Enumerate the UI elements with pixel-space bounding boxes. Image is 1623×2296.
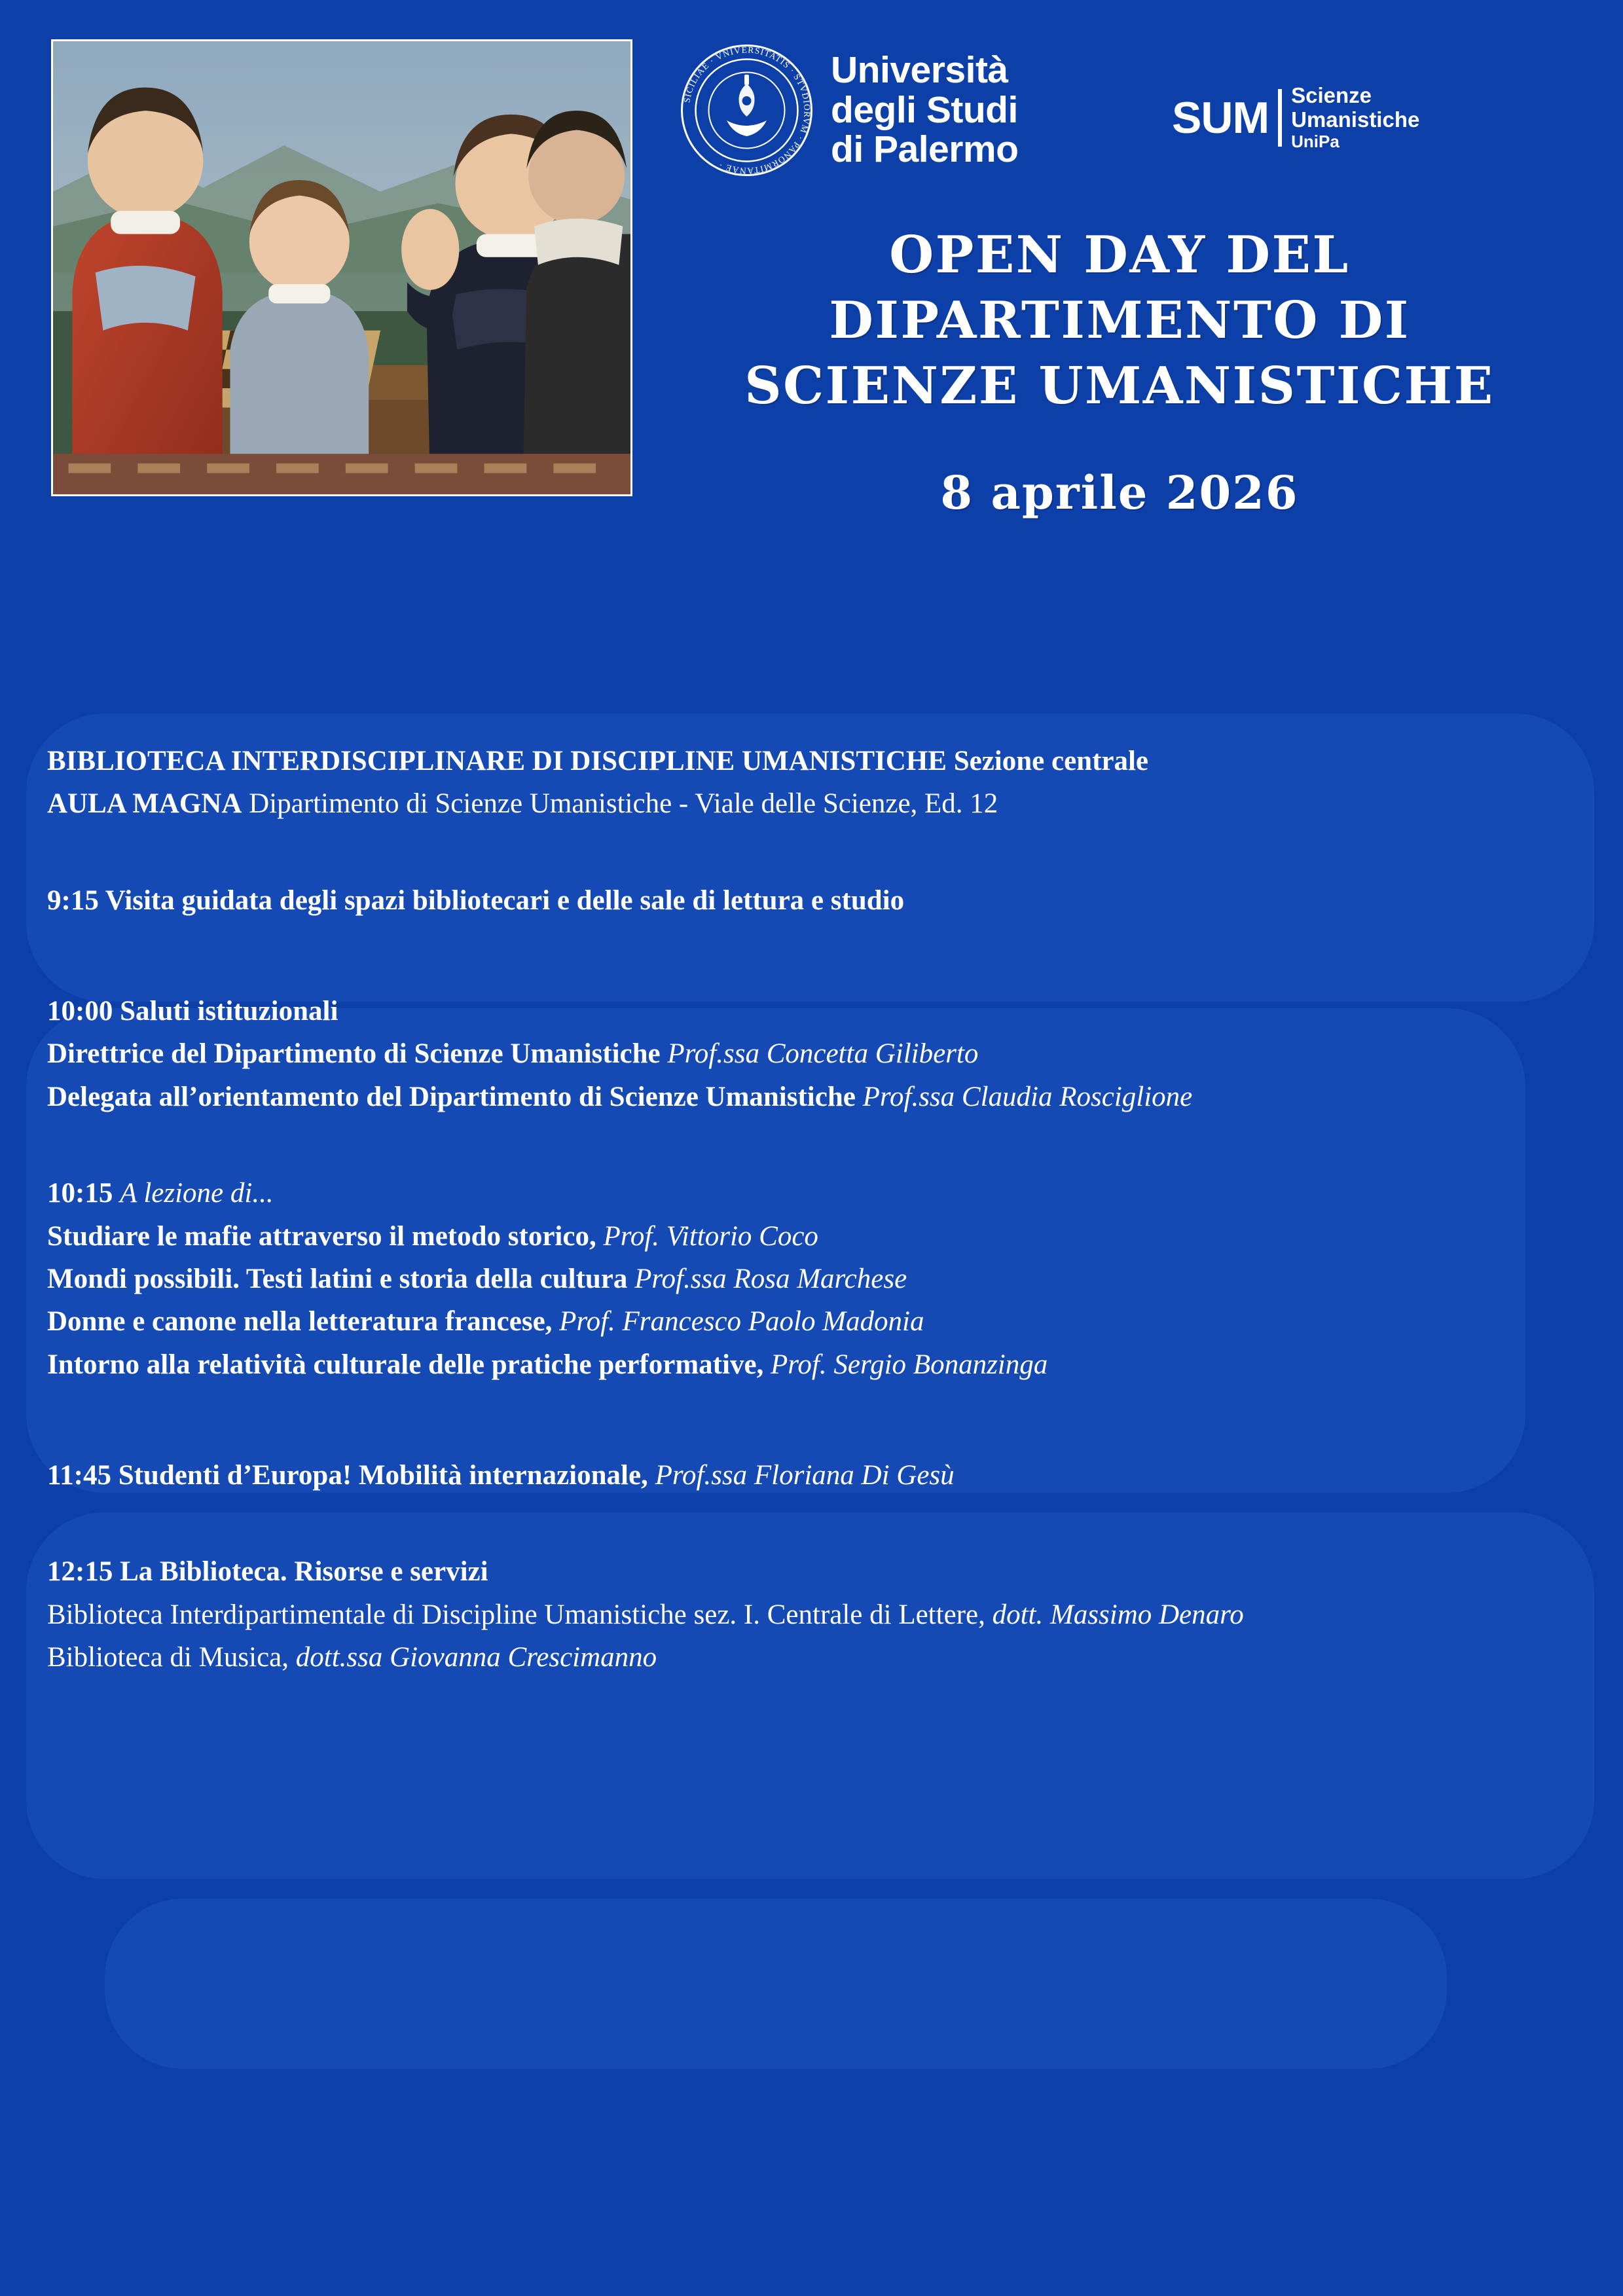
item-1015-row-3-name: Prof. Francesco Paolo Madonia [559,1306,924,1338]
item-1015-row-4 [47,1343,1579,1386]
item-1000-row-1 [47,1032,1579,1075]
sum-line-1: Scienze [1291,83,1372,107]
item-1015-row-3-label: Donne e canone nella letteratura francese, [47,1306,560,1338]
unipa-line-1: Università [831,49,1008,92]
item-1000-row-2-label: Delegata all’orientamento del Dipartimento di Scienze Umanistiche [47,1081,863,1112]
item-1015-row-2 [47,1258,1579,1300]
item-1000-text: Saluti istituzionali [113,996,338,1027]
item-1015-row-4-name: Prof. Sergio Bonanzinga [771,1349,1048,1380]
item-1145-name: Prof.ssa Floriana Di Gesù [655,1459,955,1491]
item-1145-line [47,1454,1579,1497]
sum-wordmark [1291,84,1419,151]
item-1000-row-1-label: Direttrice del Dipartimento di Scienze Umanistiche [47,1038,668,1070]
title-line-2: DIPARTIMENTO DI [829,290,1410,350]
item-1215-text: La Biblioteca. Risorse e servizi [113,1556,488,1588]
spacer [47,922,1579,990]
item-1015-row-1 [47,1215,1579,1258]
spacer [47,1386,1579,1454]
unipa-logo [680,38,1112,182]
programme-item-1215 [47,1550,1579,1679]
item-1215-row-1 [47,1594,1579,1636]
sum-logo [1172,84,1419,151]
item-1015-line [47,1172,1579,1214]
unipa-line-3: di Palermo [831,128,1019,171]
unipa-line-2: degli Studi [831,88,1018,131]
item-1015-heading: A lezione di... [120,1178,274,1209]
programme-item-1000 [47,990,1579,1118]
venue-hall-rest: Dipartimento di Scienze Umanistiche - Viale delle Scienze, Ed. 12 [242,788,998,820]
sum-divider [1278,89,1282,147]
spacer [47,1497,1579,1550]
venue-library-bold: BIBLIOTECA INTERDISCIPLINARE DI DISCIPLINE UMANISTICHE [47,746,947,776]
sum-line-3: UniPa [1291,131,1340,151]
programme-body [47,740,1579,1679]
item-1215-line [47,1550,1579,1593]
programme-item-1145 [47,1454,1579,1497]
programme-item-0915 [47,879,1579,922]
item-1215-row-2-name: dott.ssa Giovanna Crescimanno [295,1642,657,1673]
item-1215-row-2-label: Biblioteca di Musica, [47,1642,296,1673]
unipa-crest-icon [680,43,814,177]
item-1000-row-2-name: Prof.ssa Claudia Rosciglione [862,1081,1193,1112]
item-1000-time: 10:00 [47,996,113,1027]
item-1015-row-4-label: Intorno alla relatività culturale delle pratiche performative, [47,1349,771,1380]
sum-line-2: Umanistiche [1291,107,1420,132]
item-0915-text: Visita guidata degli spazi bibliotecari e delle sale di lettura e studio [98,884,905,916]
venue-hall-bold: AULA MAGNA [47,788,242,820]
venue-library-rest: Sezione centrale [946,746,1149,776]
item-1015-text [113,1178,120,1209]
item-1145-time: 11:45 [47,1459,111,1491]
item-1015-row-1-label: Studiare le mafie attraverso il metodo storico, [47,1220,604,1252]
item-1145-text: Studenti d’Europa! Mobilità internazionale, [111,1459,655,1491]
item-1015-row-2-label: Mondi possibili. Testi latini e storia della cultura [47,1263,635,1294]
spacer [47,1118,1579,1172]
painting-illustration [53,41,630,494]
spacer [47,826,1579,879]
item-1015-row-3 [47,1300,1579,1343]
item-0915-time: 9:15 [47,884,99,916]
title-line-1: OPEN DAY DEL [889,225,1350,285]
item-1000-line [47,990,1579,1032]
item-1015-row-2-name: Prof.ssa Rosa Marchese [634,1263,907,1294]
item-1015-time: 10:15 [47,1178,113,1209]
title-line-3: SCIENZE UMANISTICHE [744,355,1495,416]
painting-image [51,39,632,496]
item-1000-row-2 [47,1076,1579,1118]
item-1000-row-1-name: Prof.ssa Concetta Giliberto [667,1038,979,1070]
item-1215-time: 12:15 [47,1556,113,1588]
item-1215-row-1-name: dott. Massimo Denaro [992,1599,1244,1630]
item-0915-line [47,879,1579,922]
event-date: 8 aprile 2026 [940,465,1299,520]
svg-text:SICILIAE · VNIVERSITATIS · STV: SICILIAE · VNIVERSITATIS · STVDIORVM · PANORMITANAE · [682,44,812,176]
venue-hall-line [47,782,1579,825]
venue-block [47,740,1579,826]
item-1215-row-1-label: Biblioteca Interdipartimentale di Discipline Umanistiche sez. I. Centrale di Lettere, [47,1599,993,1630]
page-title [655,223,1584,520]
venue-library-line [47,740,1579,782]
programme-item-1015 [47,1172,1579,1386]
unipa-wordmark [831,50,1018,169]
sum-mark: SUM [1172,92,1269,143]
item-1215-row-2 [47,1636,1579,1679]
item-1015-row-1-name: Prof. Vittorio Coco [603,1220,818,1252]
